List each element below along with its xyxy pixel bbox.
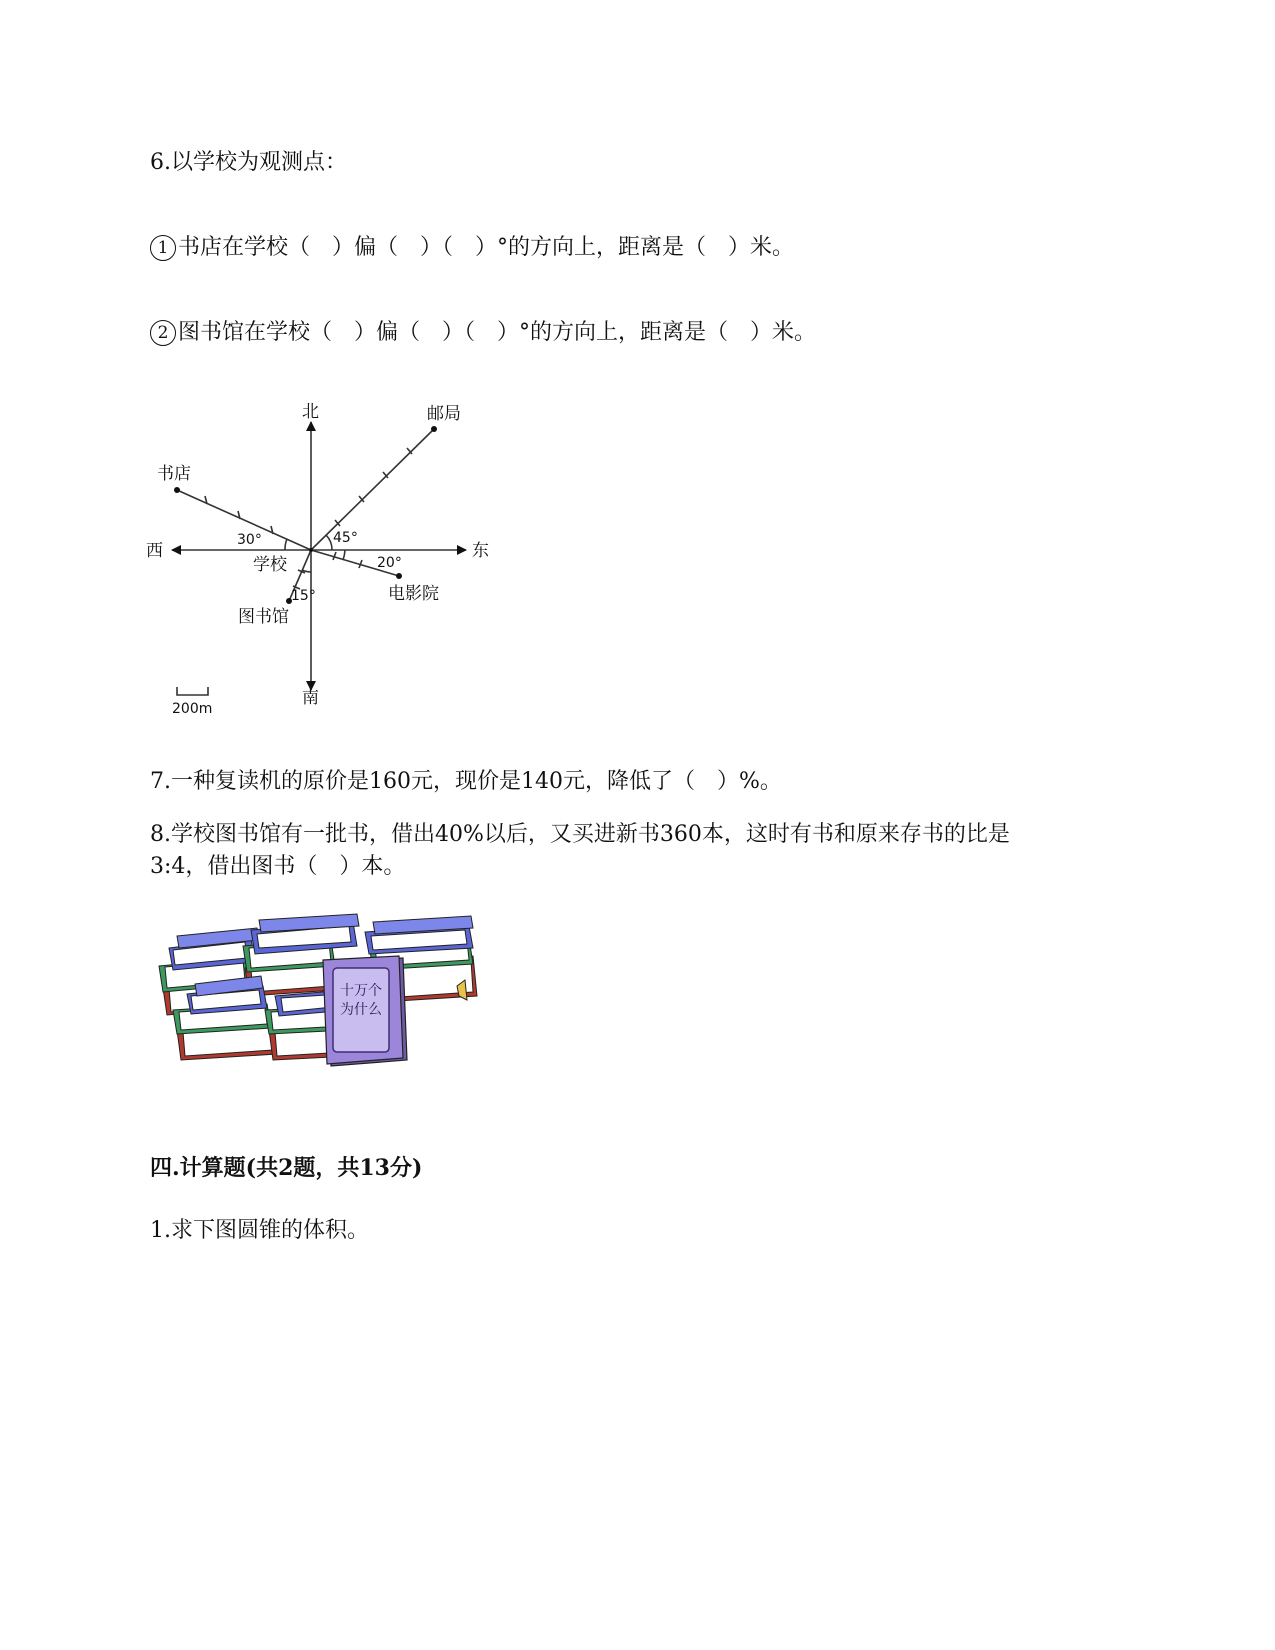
angle-arc-post	[326, 535, 332, 550]
point-bookstore	[174, 487, 180, 493]
angle-label-post: 45°	[333, 530, 358, 546]
q6-part2	[150, 318, 816, 348]
label-post-office: 邮局	[427, 404, 461, 424]
q6-part2-text: 图书馆在学校（ ）偏（ ）（ ）°的方向上，距离是（ ）米。	[178, 320, 817, 345]
label-west: 西	[146, 541, 163, 561]
point-cinema	[396, 573, 402, 579]
book-title-line1: 十万个	[340, 983, 382, 999]
angle-arc-cinema	[343, 550, 345, 560]
angle-label-cinema: 20°	[377, 555, 402, 571]
point-school	[309, 548, 313, 552]
point-post-office	[431, 426, 437, 432]
scale-bar	[177, 687, 208, 695]
label-library: 图书馆	[238, 607, 289, 627]
label-east: 东	[472, 541, 489, 561]
label-bookstore: 书店	[157, 464, 191, 484]
q6-part1	[150, 233, 794, 263]
scale-label: 200m	[172, 701, 213, 717]
angle-label-library: 15°	[291, 588, 316, 604]
angle-arc-bookstore	[285, 539, 287, 550]
circled-number-1: 1	[150, 235, 176, 261]
label-north: 北	[302, 402, 319, 422]
label-south: 南	[302, 688, 319, 708]
q6-stem: 6.以学校为观测点：	[150, 150, 347, 175]
featured-book-cover	[323, 956, 407, 1066]
label-cinema: 电影院	[388, 584, 439, 604]
direction-diagram	[140, 400, 510, 740]
section4-heading: 四.计算题(共2题，共13分)	[150, 1155, 423, 1181]
q8-line1: 8.学校图书馆有一批书，借出40%以后，又买进新书360本，这时有书和原来存书的比是	[150, 822, 1010, 847]
angle-label-bookstore: 30°	[237, 532, 262, 548]
q6-part1-text: 书店在学校（ ）偏（ ）（ ）°的方向上，距离是（ ）米。	[178, 235, 795, 260]
ray-post-office	[311, 429, 434, 550]
book-title-line2: 为什么	[340, 1002, 382, 1018]
q7-text: 7.一种复读机的原价是160元，现价是140元，降低了（ ）%。	[150, 769, 782, 794]
book-stack-illustration	[155, 910, 495, 1080]
section4-q1: 1.求下图圆锥的体积。	[150, 1218, 369, 1243]
q8-line2: 3:4，借出图书（ ）本。	[150, 854, 406, 879]
circled-number-2: 2	[150, 320, 176, 346]
label-school: 学校	[253, 555, 287, 575]
